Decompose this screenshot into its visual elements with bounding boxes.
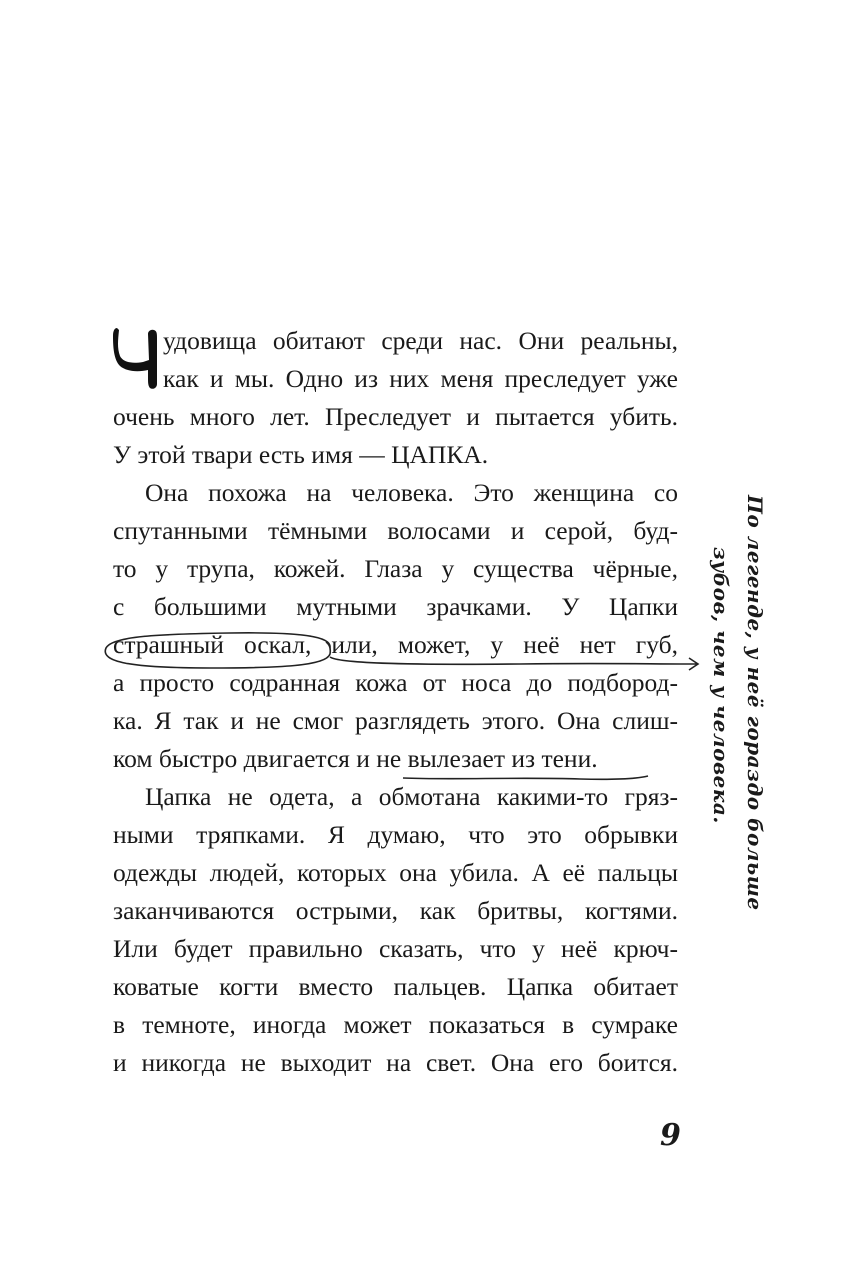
margin-note-line: зубов, чем у человека. xyxy=(709,547,733,824)
text-line: коватые когти вместо пальцев. Цапка обитает xyxy=(113,972,678,1001)
text-line: в темноте, иногда может показаться в сумраке xyxy=(113,1010,678,1039)
text-line: ными тряпками. Я думаю, что это обрывки xyxy=(113,820,678,849)
margin-note-line: По легенде, у неё гораздо больше xyxy=(743,495,767,911)
text-line: Или будет правильно сказать, что у неё крюч- xyxy=(113,934,678,963)
text-line: ка. Я так и не смог разглядеть этого. Она слиш- xyxy=(113,706,678,735)
text-line: одежды людей, которых она убила. А её пальцы xyxy=(113,858,678,887)
text-line: как и мы. Одно из них меня преследует уже xyxy=(163,364,678,393)
text-line: с большими мутными зрачками. У Цапки xyxy=(113,592,678,621)
page-number: 9 xyxy=(660,1118,681,1153)
text-line: ком быстро двигается и не вылезает из тени. xyxy=(113,744,598,773)
text-line: удовища обитают среди нас. Они реальны, xyxy=(163,326,678,355)
text-line: спутанными тёмными волосами и серой, буд- xyxy=(113,516,678,545)
text-line: заканчиваются острыми, как бритвы, когтями. xyxy=(113,896,678,925)
text-line: то у трупа, кожей. Глаза у существа чёрные, xyxy=(113,554,678,583)
text-line: и никогда не выходит на свет. Она его боится. xyxy=(113,1048,678,1077)
text-line: Она похожа на человека. Это женщина со xyxy=(145,478,678,507)
margin-note xyxy=(705,495,775,911)
text-line: Цапка не одета, а обмотана какими-то гряз- xyxy=(145,782,678,811)
arrow-icon xyxy=(680,658,698,670)
main-text xyxy=(113,322,678,1082)
text-line: У этой твари есть имя — ЦАПКА. xyxy=(113,440,489,469)
text-line: страшный оскал, или, может, у неё нет губ, xyxy=(113,630,678,659)
text-line: а просто содранная кожа от носа до подбород- xyxy=(113,668,678,697)
text-line: очень много лет. Преследует и пытается убить. xyxy=(113,402,678,431)
